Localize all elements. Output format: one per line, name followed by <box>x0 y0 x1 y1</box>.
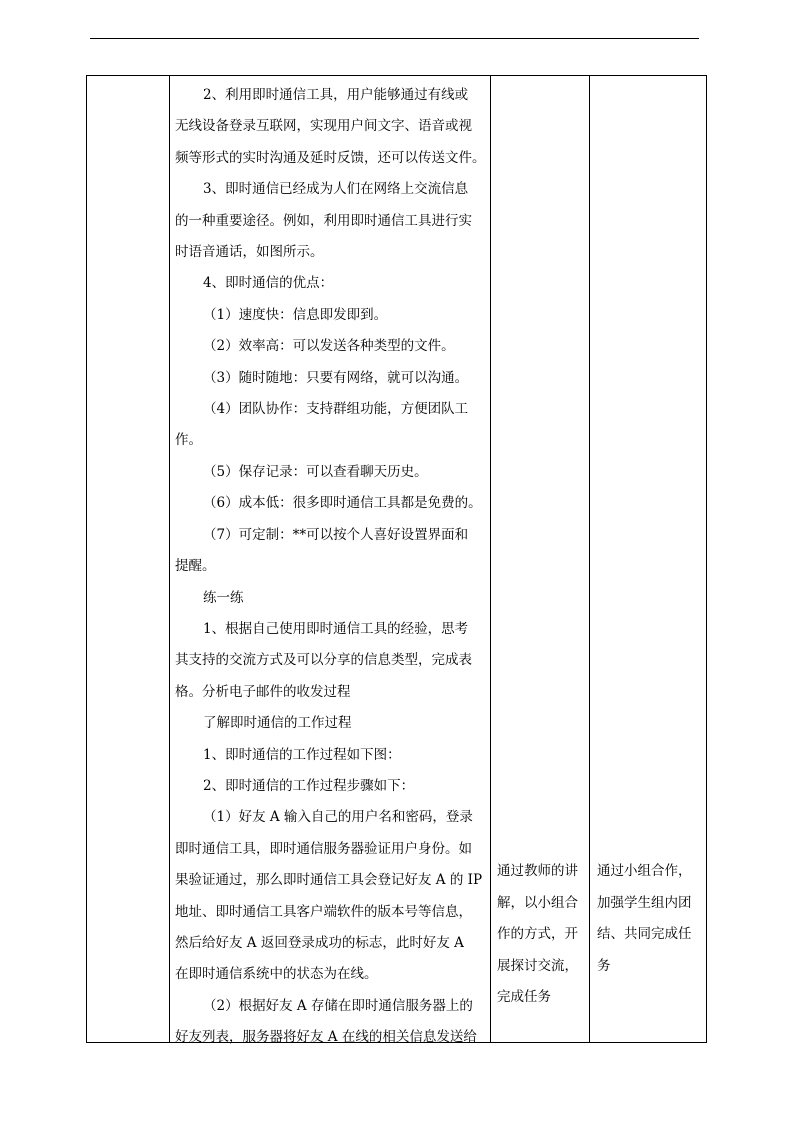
content-line: 好友列表，服务器将好友 A 在线的相关信息发送给 <box>175 1029 477 1046</box>
teacher-activity-line: 解，以小组合 <box>497 894 578 911</box>
content-line: 1、根据自己使用即时通信工具的经验，思考 <box>203 620 469 637</box>
design-intent-line: 务 <box>597 957 611 974</box>
content-line: 作。 <box>175 432 202 449</box>
design-intent-cell <box>590 76 707 1042</box>
content-line: 的一种重要途径。例如，利用即时通信工具进行实 <box>175 212 472 229</box>
design-intent-line: 通过小组合作， <box>597 863 692 879</box>
teacher-activity-line: 通过教师的讲 <box>497 863 578 879</box>
lesson-plan-table <box>86 75 707 1046</box>
content-line: 了解即时通信的工作过程 <box>203 715 352 732</box>
content-line: （3）随时随地：只要有网络，就可以沟通。 <box>203 369 469 386</box>
content-line: （1）好友 A 输入自己的用户名和密码，登录 <box>203 809 473 826</box>
content-line: 提醒。 <box>175 558 216 575</box>
content-line: 无线设备登录互联网，实现用户间文字、语音或视 <box>175 118 472 135</box>
design-intent-line: 加强学生组内团 <box>597 894 692 911</box>
content-line: 2、即时通信的工作过程步骤如下： <box>203 777 415 794</box>
content-line: 1、即时通信的工作过程如下图： <box>203 746 401 763</box>
content-line: 即时通信工具，即时通信服务器验证用户身份。如 <box>175 840 472 857</box>
design-intent-text <box>597 856 701 982</box>
content-line: （4）团队协作：支持群组功能，方便团队工 <box>203 401 469 418</box>
content-line: 练一练 <box>203 589 244 606</box>
stage-cell <box>87 76 169 1042</box>
content-line: 4、即时通信的优点： <box>203 275 334 292</box>
content-line: 在即时通信系统中的状态为在线。 <box>175 966 378 983</box>
content-line: 其支持的交流方式及可以分享的信息类型，完成表 <box>175 652 472 669</box>
content-line: 果验证通过，那么即时通信工具会登记好友 A 的 IP <box>175 872 483 889</box>
teacher-activity-line: 作的方式，开 <box>497 926 578 942</box>
content-line: （1）速度快：信息即发即到。 <box>203 306 388 323</box>
content-line: 地址、即时通信工具客户端软件的版本号等信息， <box>175 903 472 920</box>
teacher-activity-text <box>497 856 583 1014</box>
content-cell <box>170 76 490 1046</box>
content-line: 格。分析电子邮件的收发过程 <box>175 683 351 700</box>
content-line: 时语音通话，如图所示。 <box>175 244 324 261</box>
content-line: （2）根据好友 A 存储在即时通信服务器上的 <box>203 997 473 1014</box>
page-header-rule <box>90 38 699 39</box>
design-intent-line: 结、共同完成任 <box>597 926 692 942</box>
teacher-activity-cell <box>491 76 589 1042</box>
content-line: 3、即时通信已经成为人们在网络上交流信息 <box>203 181 469 198</box>
teacher-activity-line: 展探讨交流， <box>497 957 578 974</box>
content-line: （6）成本低：很多即时通信工具都是免费的。 <box>203 495 482 512</box>
teacher-activity-line: 完成任务 <box>497 989 551 1005</box>
content-line: 然后给好友 A 返回登录成功的标志，此时好友 A <box>175 934 464 951</box>
content-line: 2、利用即时通信工具，用户能够通过有线或 <box>203 87 469 103</box>
content-line: （5）保存记录：可以查看聊天历史。 <box>203 463 428 480</box>
content-line: （2）效率高：可以发送各种类型的文件。 <box>203 338 455 355</box>
content-line: （7）可定制：**可以按个人喜好设置界面和 <box>203 526 469 543</box>
content-line: 频等形式的实时沟通及延时反馈，还可以传送文件。 <box>175 149 486 166</box>
